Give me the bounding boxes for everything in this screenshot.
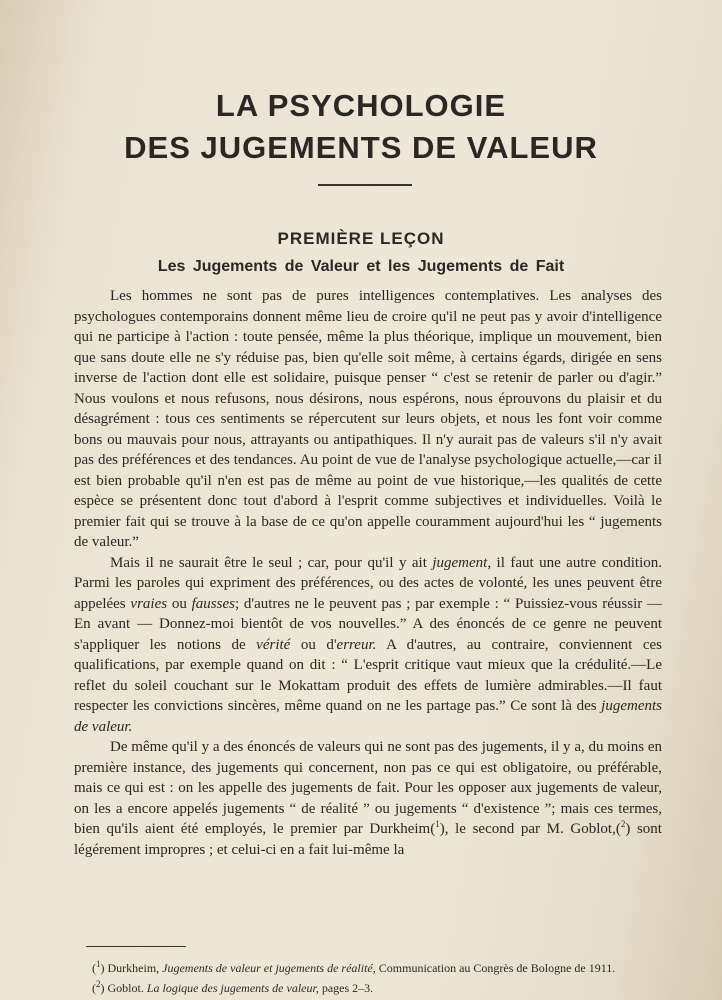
- footnote-ref-1: 1: [435, 819, 440, 829]
- chapter-title-line-1: LA PSYCHOLOGIE: [215, 88, 507, 123]
- lecon-heading: PREMIÈRE LEÇON: [277, 229, 445, 248]
- section-subtitle: Les Jugements de Valeur et les Jugements de Fait: [157, 258, 565, 275]
- footnotes: [92, 958, 692, 998]
- chapter-title-line-2: DES JUGEMENTS DE VALEUR: [124, 130, 598, 165]
- title-divider: [318, 184, 412, 186]
- paragraph-3: De même qu'il y a des énoncés de valeurs qui ne sont pas des jugements, il y a, du moins en première instance, des jugements qui concernent, non pas ce qui est obligatoire, ou préférable, mais ce qui est : on les appelle des jugements de fait. Pour les opposer aux jugements de valeur, on les a encore appelés jugements “ de réalité ” ou jugements “ d'existence ”; mais ces termes, bien qu'ils aient été employés, le premier par Durkheim($^1$), le second par M. Goblot,($^2$) sont légérement impropres ; et celui-ci en a fait lui-même la: [74, 739, 662, 858]
- footnote-ref-2: 2: [620, 819, 626, 829]
- paragraph-1: Les hommes ne sont pas de pures intelligences contemplatives. Les analyses des psychologues contemporains donnent même lieu de croire qu'il ne peut pas y avoir d'intelligence qui ne participe à l'action : toute pensée, même la plus théorique, implique un mouvement, bien que sans doute elle ne s'y réduise pas, bien qu'elle soit même, à certains égards, dirigée en sens inverse de l'action dont elle est solidaire, puisque penser “ c'est se retenir de parler ou d'agir.” Nous voulons et nous refusons, nous désirons, nous espérons, nous éprouvons du plaisir et du désagrément : tous ces sentiments se répercutent sur leurs objets, et nous les font voir comme bons ou mauvais pour nous, attrayants ou antipathiques. Il n'y aurait pas de valeurs s'il n'y avait pas des préférences et des tendances. Au point de vue de l'analyse psychologique actuelle,—car il est bien probable qu'il n'en est pas de même au point de vue historique,—les qualités de cette espèce se présentent donc tout d'abord à l'esprit comme subjectives et individuelles. Voilà le premier fait qui se trouve à la base de ce qu'on appelle couramment aujourd'hui les “ jugements de valeur.”: [74, 288, 662, 550]
- paragraph-2: Mais il ne saurait être le seul ; car, pour qu'il y ait jugement, il faut une autre condition. Parmi les paroles qui expriment des préférences, ou des actes de volonté, les unes peuvent être appelées vraies ou fausses; d'autres ne le peuvent pas ; par exemple : “ Puissiez-vous réussir —En avant — Donnez-moi bientôt de vos nouvelles.” A des énoncés de ce genre ne peuvent s'appliquer les notions de vérité ou d'erreur. A d'autres, au contraire, conviennent ces qualifications, par exemple quand on dit : “ L'esprit critique vaut mieux que la crédulité.—Le reflet du soleil couchant sur le Mokattam produit des effets de lumière admirables.—Il faut respecter les convictions sincères, même quand on ne les partage pas.” Ce sont là des jugements de valeur.: [74, 554, 663, 735]
- footnote-divider: [86, 946, 186, 947]
- footnote-1: ($^1$) Durkheim, Jugements de valeur et jugements de réalité, Communication au Congrès de Bologne de 1911.: [92, 959, 616, 975]
- footnote-2: ($^2$) Goblot. La logique des jugements de valeur, pages 2–3.: [92, 979, 374, 995]
- body-text: [74, 286, 662, 860]
